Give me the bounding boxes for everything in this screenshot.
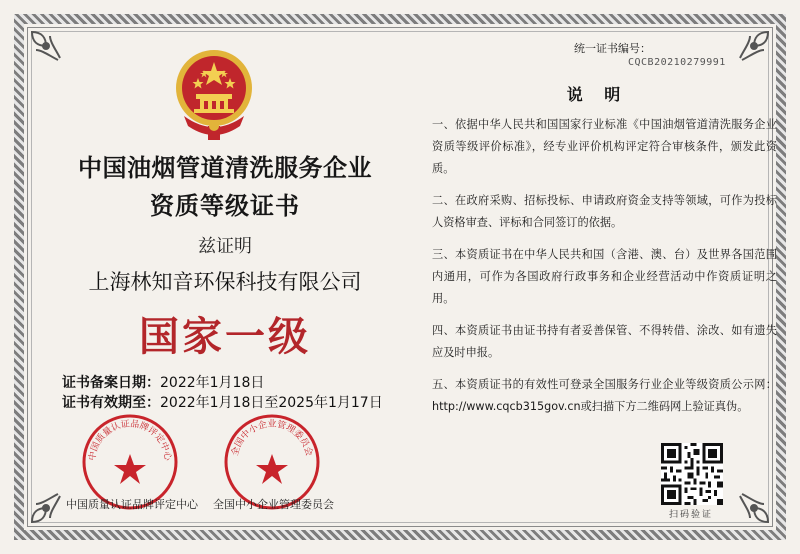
cert-number-label: 统一证书编号： (574, 42, 651, 55)
filing-date (62, 372, 264, 392)
attest-text: 兹证明 (198, 236, 252, 257)
seal-text: 全国中小企业管理委员会 (230, 419, 314, 458)
issuer-name: 中国质量认证品牌评定中心 (66, 498, 198, 511)
note-paragraph: 二、在政府采购、招标投标、申请政府资金支持等领域，可作为投标人资格审查、评标和合同签订的依据。 (432, 194, 777, 229)
filing-date-label: 证书备案日期： (62, 375, 160, 391)
note-paragraph: 四、本资质证书由证书持有者妥善保管、不得转借、涂改、如有遗失应及时申报。 (432, 324, 777, 359)
corner-ornament-icon (736, 490, 772, 526)
cert-number: CQCB20210279991 (628, 57, 726, 68)
filing-date-value: 2022年1月18日 (160, 375, 265, 391)
note-paragraph: 五、本资质证书的有效性可登录全国服务行业企业等级资质公示网：http://www.cqcb315gov.cn或扫描下方二维码网上验证真伪。 (432, 378, 777, 413)
seal-text: 中国质量认证品牌评定中心 (87, 419, 173, 462)
corner-ornament-icon (736, 28, 772, 64)
qr-code-icon[interactable] (661, 443, 723, 505)
notes-title: 说 明 (566, 85, 629, 104)
corner-ornament-icon (28, 490, 64, 526)
qr-caption: 扫码验证 (669, 510, 714, 520)
validity-value: 2022年1月18日至2025年1月17日 (160, 395, 383, 411)
note-paragraph: 一、依据中华人民共和国国家行业标准《中国油烟管道清洗服务企业资质等级评价标准》，经专业评价机构评定符合审核条件，颁发此资质。 (432, 118, 777, 175)
issuer-name: 全国中小企业管理委员会 (213, 498, 334, 511)
national-emblem-icon (170, 46, 258, 142)
corner-ornament-icon (28, 28, 64, 64)
validity-period (62, 392, 383, 412)
svg-text:全国中小企业管理委员会 (228, 418, 315, 458)
certificate-title-line2: 资质等级证书 (150, 192, 300, 220)
validity-label: 证书有效期至： (62, 395, 160, 411)
certificate-title-line1: 中国油烟管道清洗服务企业 (78, 154, 372, 182)
note-paragraph: 三、本资质证书在中华人民共和国（含港、澳、台）及世界各国范围内通用，可作为各国政府行政事务和企业经营活动中作资质证明之用。 (432, 248, 777, 305)
company-name: 上海林知音环保科技有限公司 (88, 270, 362, 294)
grade-level: 国家一级 (139, 313, 311, 360)
